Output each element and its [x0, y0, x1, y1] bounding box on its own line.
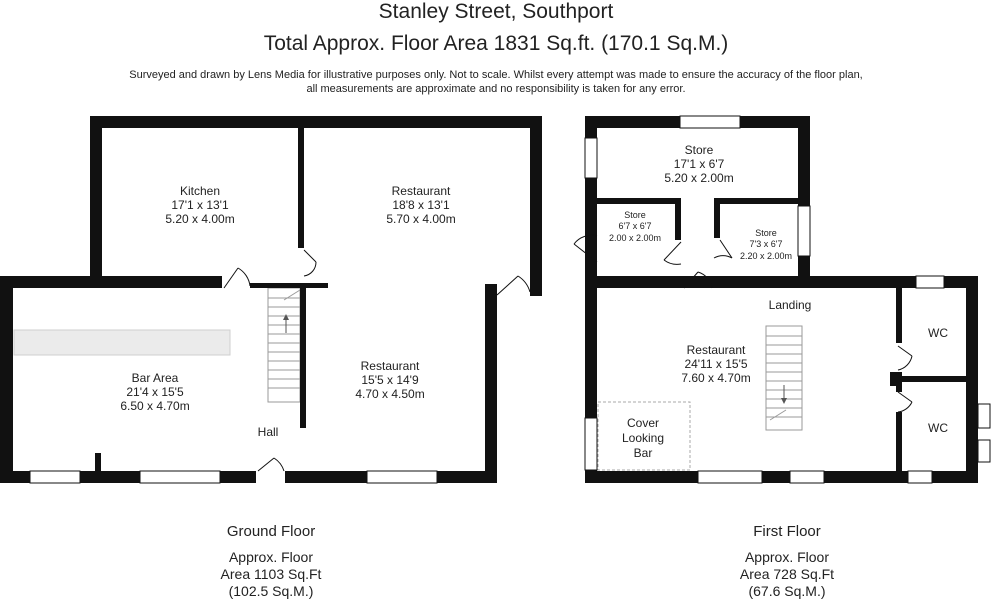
total-floor-area: Total Approx. Floor Area 1831 Sq.ft. (170.1 Sq.M.)	[263, 32, 729, 55]
store-right-metric: 2.20 x 2.00m	[739, 251, 793, 261]
cover-label-line-3: Bar	[633, 446, 653, 460]
restaurant-bottom-name: Restaurant	[360, 359, 420, 373]
cover-label-line-1: Cover	[626, 416, 660, 430]
first-floor-restaurant-metric: 7.60 x 4.70m	[681, 371, 751, 385]
first-floor-restaurant-name: Restaurant	[686, 343, 746, 357]
bar-counter	[14, 330, 230, 355]
store-left-metric: 2.00 x 2.00m	[608, 233, 662, 243]
page-title: Stanley Street, Southport	[378, 0, 614, 23]
first-floor-plan	[574, 116, 990, 599]
store-top-name: Store	[684, 143, 714, 157]
first-floor-area-line-2: Area 728 Sq.Ft	[739, 566, 835, 582]
ground-floor-area-line-1: Approx. Floor	[228, 549, 314, 565]
kitchen-name: Kitchen	[179, 184, 221, 198]
first-floor-doors	[574, 235, 912, 412]
restaurant-top-name: Restaurant	[391, 184, 451, 198]
store-right-name: Store	[755, 228, 777, 238]
disclaimer-line-2: all measurements are approximate and no responsibility is taken for any error.	[306, 83, 686, 95]
disclaimer-line-1: Surveyed and drawn by Lens Media for illustrative purposes only. Not to scale. Whilst every attempt was made to ensure the accuracy of the floor plan,	[129, 69, 863, 81]
ground-floor-plan	[0, 116, 542, 599]
store-left-imperial: 6'7 x 6'7	[618, 221, 652, 231]
ground-floor-caption: Ground Floor	[226, 523, 316, 540]
kitchen-metric: 5.20 x 4.00m	[165, 212, 235, 226]
first-floor-restaurant-imperial: 24'11 x 15'5	[684, 357, 748, 371]
ground-floor-stairs	[268, 288, 300, 402]
ground-floor-area-line-3: (102.5 Sq.M.)	[228, 583, 314, 599]
bar-area-imperial: 21'4 x 15'5	[126, 385, 184, 399]
restaurant-top-metric: 5.70 x 4.00m	[386, 212, 456, 226]
hall-name: Hall	[257, 425, 279, 439]
first-floor-stairs	[766, 326, 802, 430]
store-left-name: Store	[624, 210, 646, 220]
first-floor-caption: First Floor	[753, 523, 821, 540]
cover-label-line-2: Looking	[621, 431, 665, 445]
wc-bottom-name: WC	[928, 421, 948, 435]
bar-area-name: Bar Area	[131, 371, 179, 385]
landing-name: Landing	[768, 298, 812, 312]
bar-area-metric: 6.50 x 4.70m	[120, 399, 190, 413]
restaurant-bottom-imperial: 15'5 x 14'9	[361, 373, 419, 387]
kitchen-imperial: 17'1 x 13'1	[171, 198, 229, 212]
first-floor-area-line-1: Approx. Floor	[744, 549, 830, 565]
wc-top-name: WC	[928, 326, 948, 340]
store-top-metric: 5.20 x 2.00m	[664, 171, 734, 185]
restaurant-top-imperial: 18'8 x 13'1	[392, 198, 450, 212]
store-top-imperial: 17'1 x 6'7	[673, 157, 725, 171]
ground-floor-area-line-2: Area 1103 Sq.Ft	[220, 566, 322, 582]
restaurant-bottom-metric: 4.70 x 4.50m	[355, 387, 425, 401]
first-floor-area-line-3: (67.6 Sq.M.)	[748, 583, 826, 599]
store-right-imperial: 7'3 x 6'7	[749, 239, 783, 249]
